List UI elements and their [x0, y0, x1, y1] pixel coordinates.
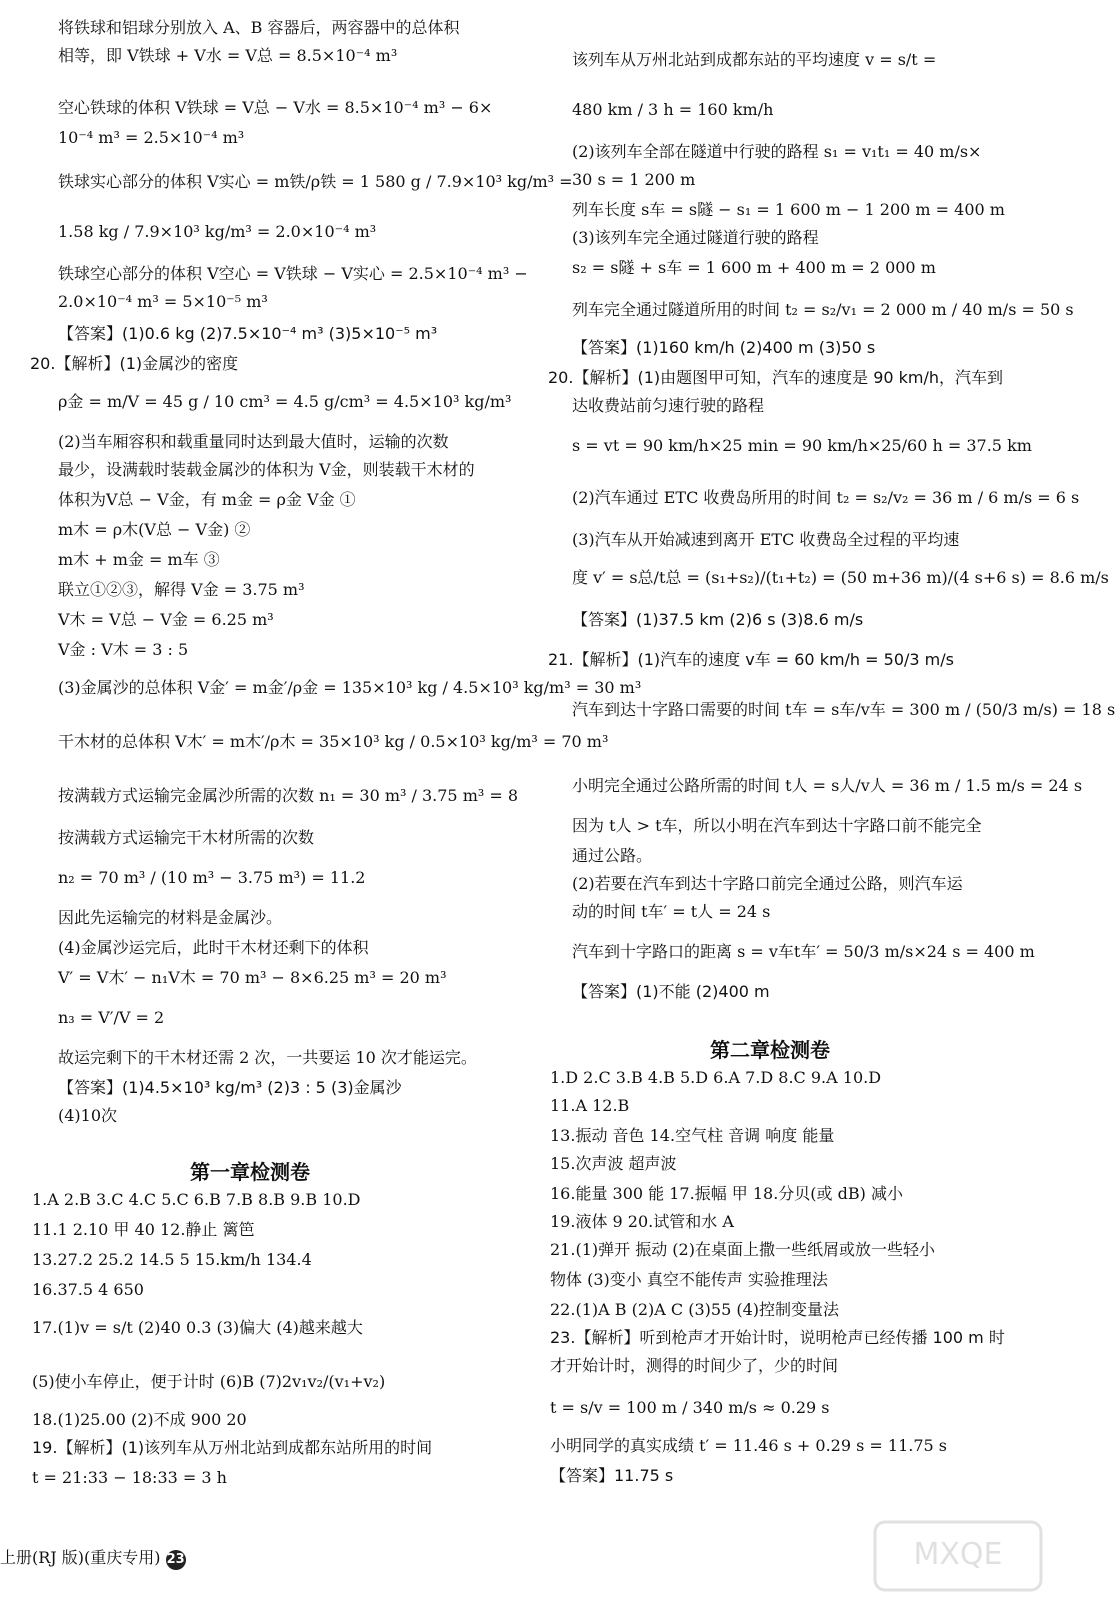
right-line: 小明完全通过公路所需的时间 t人 = s人/v人 = 36 m / 1.5 m/s = 24 s: [572, 776, 1083, 795]
left-line: (3)金属沙的总体积 V金′ = m金′/ρ金 = 135×10³ kg / 4.5×10³ kg/m³ = 30 m³: [58, 678, 642, 697]
right-line: 【答案】(1)不能 (2)400 m: [572, 982, 770, 1001]
svg-text:MXQE: MXQE: [913, 1537, 1003, 1572]
right_answers-line: 才开始计时，测得的时间少了，少的时间: [550, 1356, 839, 1375]
left_answers-line: (5)使小车停止，便于计时 (6)B (7)2v₁v₂/(v₁+v₂): [32, 1372, 386, 1391]
left-line: n₃ = V′/V = 2: [58, 1008, 165, 1027]
left_answers-line: 13.27.2 25.2 14.5 5 15.km/h 134.4: [32, 1250, 312, 1269]
left-line: 按满载方式运输完干木材所需的次数: [58, 828, 315, 847]
left-line: 铁球空心部分的体积 V空心 = V铁球 − V实心 = 2.5×10⁻⁴ m³ −: [58, 264, 528, 283]
right_answers-line: 物体 (3)变小 真空不能传声 实验推理法: [550, 1270, 828, 1289]
right_answers-line: 11.A 12.B: [550, 1096, 630, 1115]
right_answers-line: 13.振动 音色 14.空气柱 音调 响度 能量: [550, 1126, 835, 1145]
right-line: 【答案】(1)160 km/h (2)400 m (3)50 s: [572, 338, 876, 357]
left_answers-line: 16.37.5 4 650: [32, 1280, 144, 1299]
left-line: 体积为V总 − V金，有 m金 = ρ金 V金 ①: [58, 490, 356, 509]
left-line: 故运完剩下的干木材还需 2 次，一共要运 10 次才能运完。: [58, 1048, 477, 1067]
left-line: 相等，即 V铁球 + V水 = V总 = 8.5×10⁻⁴ m³: [58, 46, 398, 65]
right_answers-line: 1.D 2.C 3.B 4.B 5.D 6.A 7.D 8.C 9.A 10.D: [550, 1068, 882, 1087]
right-line: 汽车到达十字路口需要的时间 t车 = s车/v车 = 300 m / (50/3 m/s) = 18 s: [572, 700, 1115, 719]
left_answers-line: t = 21:33 − 18:33 = 3 h: [32, 1468, 227, 1487]
left-line: 1.58 kg / 7.9×10³ kg/m³ = 2.0×10⁻⁴ m³: [58, 222, 377, 241]
left-line: 空心铁球的体积 V铁球 = V总 − V水 = 8.5×10⁻⁴ m³ − 6×: [58, 98, 493, 117]
right_answers-line: t = s/v = 100 m / 340 m/s ≈ 0.29 s: [550, 1398, 830, 1417]
right-line: 【答案】(1)37.5 km (2)6 s (3)8.6 m/s: [572, 610, 864, 629]
chapter1-heading: 第一章检测卷: [190, 1160, 310, 1184]
right-line: 该列车从万州北站到成都东站的平均速度 v = s/t =: [572, 50, 937, 69]
left_answers-line: 17.(1)v = s/t (2)40 0.3 (3)偏大 (4)越来越大: [32, 1318, 363, 1337]
right_answers-line: 21.(1)弹开 振动 (2)在桌面上撒一些纸屑或放一些轻小: [550, 1240, 935, 1259]
left_answers-line: 18.(1)25.00 (2)不成 900 20: [32, 1410, 247, 1429]
right-line: s = vt = 90 km/h×25 min = 90 km/h×25/60 h = 37.5 km: [572, 436, 1032, 455]
left-line: ρ金 = m/V = 45 g / 10 cm³ = 4.5 g/cm³ = 4.5×10³ kg/m³: [58, 392, 512, 411]
right-line: 汽车到十字路口的距离 s = v车t车′ = 50/3 m/s×24 s = 400 m: [572, 942, 1035, 961]
right-line: (2)该列车全部在隧道中行驶的路程 s₁ = v₁t₁ = 40 m/s×: [572, 142, 982, 161]
left-line: (4)金属沙运完后，此时干木材还剩下的体积: [58, 938, 369, 957]
right_answers-line: 小明同学的真实成绩 t′ = 11.46 s + 0.29 s = 11.75 s: [550, 1436, 948, 1455]
left-line: 【答案】(1)0.6 kg (2)7.5×10⁻⁴ m³ (3)5×10⁻⁵ m³: [58, 324, 438, 343]
right-line: 度 v′ = s总/t总 = (s₁+s₂)/(t₁+t₂) = (50 m+36 m)/(4 s+6 s) = 8.6 m/s: [572, 568, 1109, 587]
right-line: 因为 t人 > t车，所以小明在汽车到达十字路口前不能完全: [572, 816, 982, 835]
right-line: 通过公路。: [572, 846, 653, 865]
right_answers-line: 【答案】11.75 s: [550, 1466, 674, 1485]
left-line: 【答案】(1)4.5×10³ kg/m³ (2)3 : 5 (3)金属沙: [58, 1078, 402, 1097]
left-line: 将铁球和铝球分别放入 A、B 容器后，两容器中的总体积: [58, 18, 460, 37]
left-line: V′ = V木′ − n₁V木 = 70 m³ − 8×6.25 m³ = 20 m³: [58, 968, 447, 987]
watermark-logo: [873, 1520, 1043, 1592]
right_answers-line: 16.能量 300 能 17.振幅 甲 18.分贝(或 dB) 减小: [550, 1184, 903, 1203]
right-line: (2)若要在汽车到达十字路口前完全通过公路，则汽车运: [572, 874, 963, 893]
left_answers-line: 1.A 2.B 3.C 4.C 5.C 6.B 7.B 8.B 9.B 10.D: [32, 1190, 361, 1209]
right_answers-line: 22.(1)A B (2)A C (3)55 (4)控制变量法: [550, 1300, 840, 1319]
left-line: m木 = ρ木(V总 − V金) ②: [58, 520, 251, 539]
right-line: 列车长度 s车 = s隧 − s₁ = 1 600 m − 1 200 m = 400 m: [572, 200, 1005, 219]
right_answers-line: 23.【解析】听到枪声才开始计时，说明枪声已经传播 100 m 时: [550, 1328, 1005, 1347]
right-line: 30 s = 1 200 m: [572, 170, 696, 189]
left-line: 因此先运输完的材料是金属沙。: [58, 908, 283, 927]
left-line: m木 + m金 = m车 ③: [58, 550, 220, 569]
left-line: 20.【解析】(1)金属沙的密度: [30, 354, 239, 373]
left-line: V木 = V总 − V金 = 6.25 m³: [58, 610, 274, 629]
left-line: 2.0×10⁻⁴ m³ = 5×10⁻⁵ m³: [58, 292, 268, 311]
left-line: 铁球实心部分的体积 V实心 = m铁/ρ铁 = 1 580 g / 7.9×10³ kg/m³ =: [58, 172, 573, 191]
left-line: (2)当车厢容积和载重量同时达到最大值时，运输的次数: [58, 432, 449, 451]
page-number: 23: [166, 1550, 186, 1570]
right-line: 动的时间 t车′ = t人 = 24 s: [572, 902, 771, 921]
footer: [0, 1545, 186, 1570]
left-line: 最少，设满载时装载金属沙的体积为 V金，则装载干木材的: [58, 460, 475, 479]
left-line: 10⁻⁴ m³ = 2.5×10⁻⁴ m³: [58, 128, 245, 147]
left-line: 干木材的总体积 V木′ = m木′/ρ木 = 35×10³ kg / 0.5×10³ kg/m³ = 70 m³: [58, 732, 609, 751]
right-line: (2)汽车通过 ETC 收费岛所用的时间 t₂ = s₂/v₂ = 36 m / 6 m/s = 6 s: [572, 488, 1080, 507]
right-line: 20.【解析】(1)由题图甲可知，汽车的速度是 90 km/h，汽车到: [548, 368, 1004, 387]
right_answers-line: 15.次声波 超声波: [550, 1154, 677, 1173]
right-line: 达收费站前匀速行驶的路程: [572, 396, 765, 415]
left-line: (4)10次: [58, 1106, 118, 1125]
right-line: 21.【解析】(1)汽车的速度 v车 = 60 km/h = 50/3 m/s: [548, 650, 954, 669]
right-line: s₂ = s隧 + s车 = 1 600 m + 400 m = 2 000 m: [572, 258, 936, 277]
right-line: (3)该列车完全通过隧道行驶的路程: [572, 228, 819, 247]
footer-text: 上册(RJ 版)(重庆专用): [0, 1548, 161, 1567]
chapter2-heading: 第二章检测卷: [710, 1038, 830, 1062]
right-line: 列车完全通过隧道所用的时间 t₂ = s₂/v₁ = 2 000 m / 40 m/s = 50 s: [572, 300, 1074, 319]
left-line: 按满载方式运输完金属沙所需的次数 n₁ = 30 m³ / 3.75 m³ = 8: [58, 786, 519, 805]
right-line: 480 km / 3 h = 160 km/h: [572, 100, 774, 119]
left_answers-line: 19.【解析】(1)该列车从万州北站到成都东站所用的时间: [32, 1438, 433, 1457]
right-line: (3)汽车从开始减速到离开 ETC 收费岛全过程的平均速: [572, 530, 960, 549]
right_answers-line: 19.液体 9 20.试管和水 A: [550, 1212, 734, 1231]
left-line: V金 : V木 = 3 : 5: [58, 640, 189, 659]
left-line: 联立①②③，解得 V金 = 3.75 m³: [58, 580, 305, 599]
left-line: n₂ = 70 m³ / (10 m³ − 3.75 m³) = 11.2: [58, 868, 366, 887]
left_answers-line: 11.1 2.10 甲 40 12.静止 篱笆: [32, 1220, 255, 1239]
